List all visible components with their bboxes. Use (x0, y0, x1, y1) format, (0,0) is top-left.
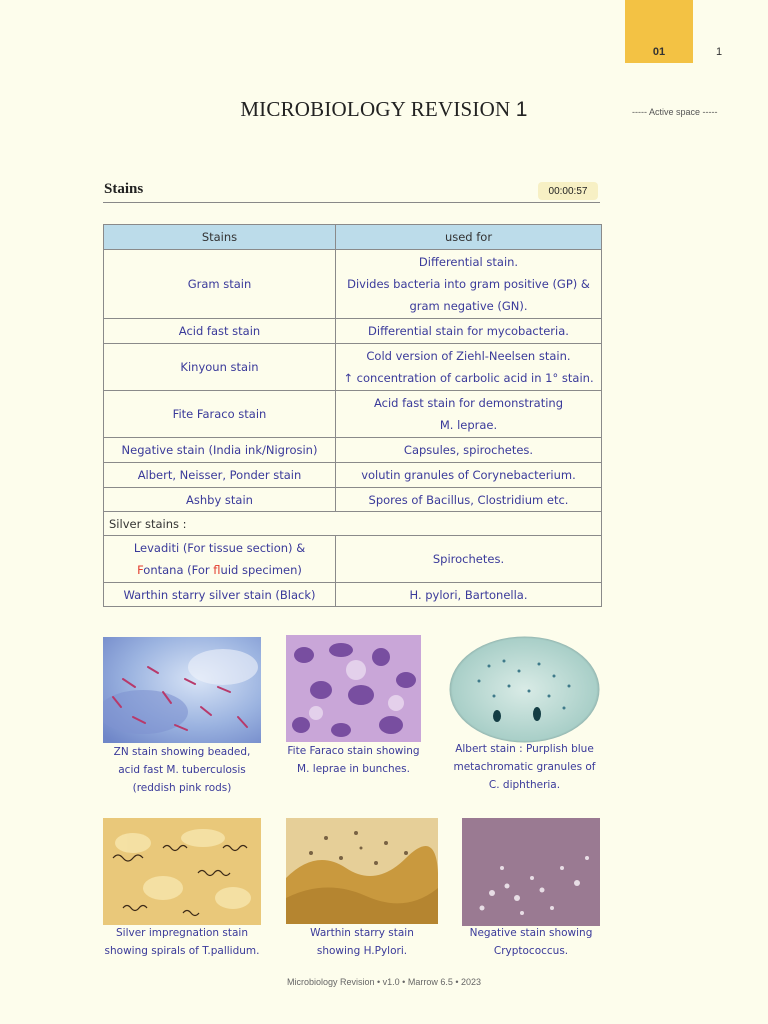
stain-use: Spirochetes. (336, 536, 602, 583)
stain-use: Spores of Bacillus, Clostridium etc. (336, 488, 602, 512)
figure-caption: Albert stain : Purplish blue metachromatic granules of C. diphtheria. (453, 743, 596, 791)
figure-albert-stain (449, 636, 600, 791)
stain-use: Cold version of Ziehl-Neelsen stain. ↑ concentration of carbolic acid in 1° stain. (336, 344, 602, 391)
section-title: Stains (104, 181, 144, 197)
stain-use: Differential stain for mycobacteria. (336, 319, 602, 344)
column-header-stains: Stains (104, 225, 336, 250)
figure-caption: Warthin starry stain showing H.Pylori. (310, 927, 414, 957)
figure-zn-stain (103, 637, 261, 794)
fite-faraco-image (286, 635, 421, 742)
figure-fite-faraco (286, 635, 421, 775)
figure-silver-impregnation (103, 818, 261, 957)
stain-use: Capsules, spirochetes. (336, 438, 602, 463)
table-row (104, 344, 602, 391)
stain-name: Albert, Neisser, Ponder stain (104, 463, 336, 488)
stains-table (103, 224, 602, 607)
figure-caption: Silver impregnation stain showing spirals of T.pallidum. (104, 927, 260, 957)
silver-impregnation-image (103, 818, 261, 925)
video-timestamp[interactable] (538, 182, 598, 200)
figure-negative-stain (462, 818, 600, 957)
stain-use: Differential stain. Divides bacteria into gram positive (GP) & gram negative (GN). (336, 250, 602, 319)
page-title-number: 1 (515, 98, 528, 121)
page-footer: Microbiology Revision • v1.0 • Marrow 6.5 • 2023 (286, 977, 482, 987)
table-row (104, 391, 602, 438)
table-row-silver-header (104, 512, 602, 536)
chapter-tab (625, 0, 693, 63)
table-row (104, 250, 602, 319)
section-divider (103, 202, 600, 203)
table-row (104, 319, 602, 344)
table-row (104, 536, 602, 583)
stain-name: Gram stain (104, 250, 336, 319)
table-row (104, 438, 602, 463)
table-row (104, 488, 602, 512)
stain-use: volutin granules of Corynebacterium. (336, 463, 602, 488)
albert-stain-image (449, 636, 600, 743)
warthin-starry-image (286, 818, 438, 924)
chapter-tab-label: 01 (652, 46, 666, 58)
fontana-text: Fontana (For fluid specimen) (137, 563, 302, 577)
negative-stain-image (462, 818, 600, 926)
column-header-used-for: used for (336, 225, 602, 250)
figure-caption: Fite Faraco stain showing M. leprae in bunches. (287, 745, 420, 775)
page-title-text: MICROBIOLOGY REVISION (240, 97, 511, 121)
table-row (104, 583, 602, 607)
stain-name: Warthin starry silver stain (Black) (104, 583, 336, 607)
table-header-row (104, 225, 602, 250)
figure-warthin-starry (286, 818, 438, 957)
figure-caption: Negative stain showing Cryptococcus. (469, 927, 593, 957)
stain-name (104, 536, 336, 583)
stain-name: Acid fast stain (104, 319, 336, 344)
stain-name: Fite Faraco stain (104, 391, 336, 438)
stain-use: H. pylori, Bartonella. (336, 583, 602, 607)
stain-name: Negative stain (India ink/Nigrosin) (104, 438, 336, 463)
zn-stain-image (103, 637, 261, 743)
page-number: 1 (716, 46, 723, 58)
silver-stains-heading: Silver stains : (104, 512, 602, 536)
table-row (104, 463, 602, 488)
levaditi-text: Levaditi (For tissue section) & (133, 541, 306, 555)
stain-name: Ashby stain (104, 488, 336, 512)
active-space-label: ----- Active space ----- (632, 107, 718, 117)
stain-use: Acid fast stain for demonstrating M. leprae. (336, 391, 602, 438)
figure-caption: ZN stain showing beaded, acid fast M. tuberculosis (reddish pink rods) (113, 746, 251, 794)
timestamp-text: 00:00:57 (548, 185, 588, 197)
stain-name: Kinyoun stain (104, 344, 336, 391)
